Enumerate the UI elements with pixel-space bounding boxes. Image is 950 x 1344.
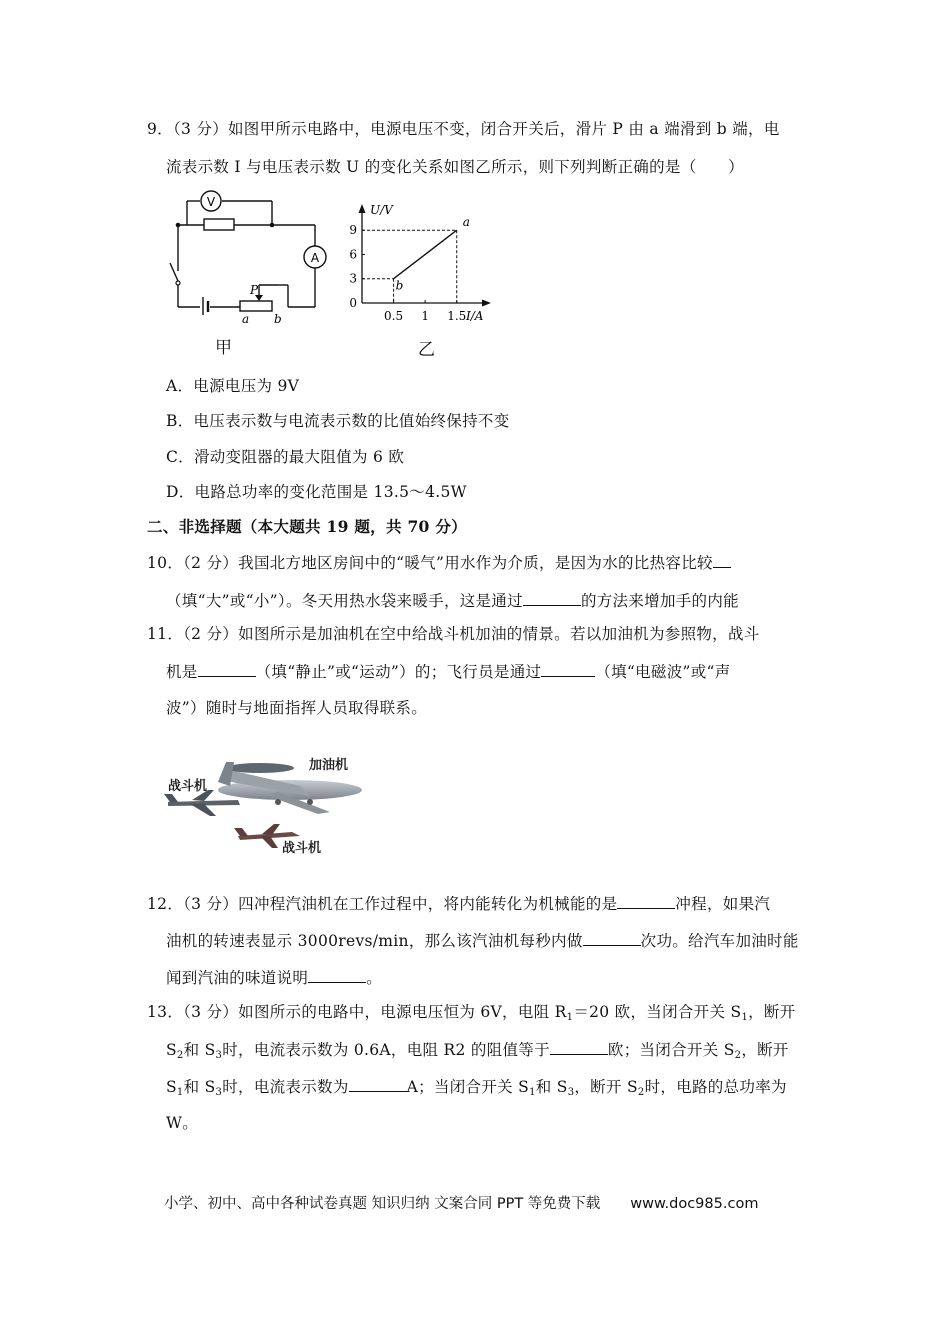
q13-text-3b: 和 S	[183, 1078, 216, 1096]
series-line	[394, 230, 457, 279]
footer-text: 小学、初中、高中各种试卷真题 知识归纳 文案合同 PPT 等免费下载	[164, 1196, 601, 1212]
q13-text-2e: ，断开	[741, 1041, 789, 1059]
footer-url[interactable]: www.doc985.com	[630, 1196, 759, 1212]
q13-sub: 3	[567, 1087, 575, 1098]
chart-caption: 乙	[418, 340, 435, 360]
q10-line-2	[166, 590, 739, 611]
point-label-a: a	[462, 215, 470, 230]
q13-text-2c: 时，电流表示数为 0.6A，电阻 R2 的阻值等于	[222, 1041, 550, 1059]
q13-text-3c: 时，电流表示数为	[222, 1078, 349, 1096]
q13-sub: 1	[529, 1087, 536, 1098]
q13-line-2	[166, 1039, 789, 1060]
q12-text-3b: 。	[366, 969, 383, 987]
q13-text-3f: ，断开 S	[574, 1078, 638, 1096]
y-tick-label: 6	[349, 247, 357, 262]
q12-text-1a: 12．（3 分）四冲程汽油机在工作过程中，将内能转化为机械能的是	[147, 895, 618, 913]
label-fighter-bottom: 战斗机	[282, 841, 322, 856]
q13-text-3d: A；当闭合开关 S	[406, 1078, 530, 1096]
q9-option-a: A．电源电压为 9V	[166, 377, 300, 395]
q13-sub: 3	[215, 1050, 223, 1061]
q12-text-3a: 闻到汽油的味道说明	[166, 969, 309, 987]
x-tick-label: 0.5	[384, 309, 404, 323]
q10-blank-2[interactable]	[523, 590, 581, 606]
end-b-label: b	[274, 312, 282, 325]
q13-sub: 2	[734, 1050, 742, 1061]
q11-text-2b: （填“静止”或“运动”）的；飞行员是通过	[255, 663, 542, 681]
q13-line-3	[166, 1076, 787, 1097]
q13-sub: 2	[176, 1050, 184, 1061]
y-tick-label: 9	[349, 223, 357, 238]
label-fighter-top: 战斗机	[168, 779, 208, 794]
q9-line-2: 流表示数 I 与电压表示数 U 的变化关系如图乙所示，则下列判断正确的是（ ）	[166, 158, 744, 176]
q12-text-1b: 冲程，如果汽	[675, 895, 771, 913]
label-tanker: 加油机	[309, 758, 349, 773]
q10-text-1: 10．（2 分）我国北方地区房间中的“暖气”用水作为介质，是因为水的比热容比较	[147, 554, 713, 572]
q13-line-1	[147, 1002, 796, 1022]
q13-text-3e: 和 S	[535, 1078, 568, 1096]
q10-blank-1[interactable]	[713, 552, 731, 568]
voltmeter-label: V	[206, 195, 216, 209]
point-label-b: b	[395, 278, 404, 293]
q10-text-2a: （填“大”或“小”）。冬天用热水袋来暖手，这是通过	[166, 592, 523, 610]
q9-option-d: D．电路总功率的变化范围是 13.5～4.5W	[166, 483, 467, 501]
slider-label: P	[250, 283, 259, 297]
q13-text-1a: 13．（3 分）如图所示的电路中，电源电压恒为 6V，电阻 R	[147, 1003, 567, 1021]
q13-sub: 1	[741, 1012, 749, 1023]
q12-text-2a: 油机的转速表显示 3000revs/min，那么该汽油机每秒内做	[166, 932, 583, 950]
q12-blank-3[interactable]	[308, 967, 366, 983]
q12-blank-1[interactable]	[617, 893, 675, 909]
ammeter-label: A	[310, 251, 320, 265]
q13-sub: 3	[215, 1087, 223, 1098]
q9-option-c: C．滑动变阻器的最大阻值为 6 欧	[166, 448, 405, 466]
q11-text-2c: （填“电磁波”或“声	[595, 663, 731, 681]
circuit-diagram	[160, 185, 335, 325]
x-axis-label: I/A	[466, 309, 484, 323]
q13-sub: 1	[566, 1012, 574, 1023]
q13-sub: 2	[637, 1087, 645, 1098]
q9-line-1: 9．（3 分）如图甲所示电路中，电源电压不变，闭合开关后，滑片 P 由 a 端滑到 b 端，电	[147, 120, 780, 138]
section-2-title: 二、非选择题（本大题共 19 题，共 70 分）	[147, 517, 467, 536]
x-tick-label: 1	[421, 309, 429, 323]
q13-text-2d: 欧；当闭合开关 S	[607, 1041, 735, 1059]
page-footer	[164, 1192, 758, 1213]
q11-line-2	[166, 661, 731, 682]
q11-text-2a: 机是	[166, 663, 198, 681]
q12-line-2	[166, 930, 799, 951]
q13-text-1b: ＝20 欧，当闭合开关 S	[573, 1003, 742, 1021]
q13-text-3a: S	[166, 1078, 177, 1096]
y-tick-label: 3	[349, 271, 357, 286]
q12-line-1	[147, 893, 770, 914]
circuit-caption: 甲	[215, 338, 232, 358]
q11-line-3: 波”）随时与地面指挥人员取得联系。	[166, 699, 428, 717]
end-a-label: a	[242, 312, 250, 325]
q10-line-1	[147, 552, 731, 573]
q11-blank-2[interactable]	[541, 661, 595, 677]
q13-text-2a: S	[166, 1041, 177, 1059]
q12-blank-2[interactable]	[583, 930, 641, 946]
q13-blank-1[interactable]	[550, 1039, 608, 1055]
q11-line-1: 11．（2 分）如图所示是加油机在空中给战斗机加油的情景。若以加油机为参照物，战斗	[147, 625, 760, 643]
q13-sub: 1	[176, 1087, 184, 1098]
q12-text-2b: 次功。给汽车加油时能	[640, 932, 799, 950]
q13-text-1c: ，断开	[748, 1003, 796, 1021]
q12-line-3	[166, 967, 382, 988]
u-i-chart	[340, 200, 500, 330]
q10-text-2b: 的方法来增加手的内能	[580, 592, 739, 610]
q13-text-3g: 时，电路的总功率为	[644, 1078, 787, 1096]
q13-blank-2[interactable]	[349, 1076, 407, 1092]
x-tick-label: 1.5	[447, 309, 467, 323]
y-tick-label: 0	[349, 296, 357, 310]
q9-option-b: B．电压表示数与电流表示数的比值始终保持不变	[166, 412, 510, 430]
q13-text-2b: 和 S	[183, 1041, 216, 1059]
q11-blank-1[interactable]	[198, 661, 256, 677]
y-axis-label: U/V	[370, 203, 393, 217]
q13-line-4: W。	[166, 1114, 199, 1132]
